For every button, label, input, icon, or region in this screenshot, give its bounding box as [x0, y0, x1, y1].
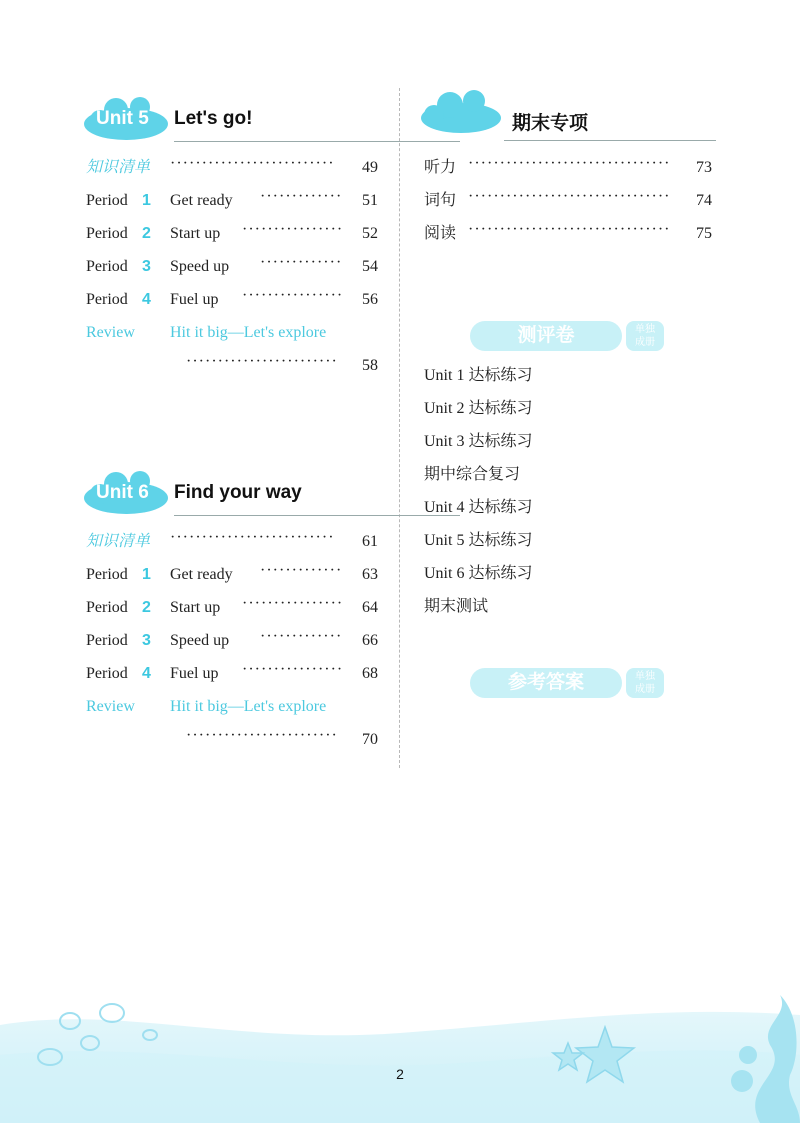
test-item-unit4[interactable]: Unit 4 达标练习: [424, 499, 533, 516]
toc-row-period-3[interactable]: [86, 255, 380, 279]
period-number: 1: [142, 566, 151, 583]
badge-line-2: 成册: [635, 337, 655, 348]
leader-dots: ··························: [170, 155, 335, 172]
leader-dots: ································: [468, 221, 671, 238]
unit5-title: Let's go!: [174, 108, 253, 129]
row-label: 阅读: [424, 225, 457, 242]
page-ref: 73: [696, 159, 712, 176]
badge-line-2: 成册: [635, 684, 655, 695]
page-ref: 64: [362, 599, 378, 616]
unit6-badge: Unit 6: [96, 482, 149, 503]
row-title: Get ready: [170, 566, 233, 583]
page-ref: 52: [362, 225, 378, 242]
leader-dots: ·············: [260, 628, 343, 645]
leader-dots: ························: [186, 353, 338, 370]
page-ref: 68: [362, 665, 378, 682]
test-item-final[interactable]: 期末测试: [424, 598, 489, 615]
row-label: Period: [86, 599, 128, 616]
row-label: Period: [86, 566, 128, 583]
unit6-header: [82, 470, 382, 516]
page-ref: 61: [362, 533, 378, 550]
page-ref: 58: [362, 357, 378, 374]
row-title: Start up: [170, 225, 221, 242]
badge-line-1: 单独: [635, 324, 655, 335]
row-label: 听力: [424, 159, 457, 176]
toc-row-listening[interactable]: [424, 156, 718, 180]
row-title: Fuel up: [170, 665, 219, 682]
page-ref: 56: [362, 291, 378, 308]
leader-dots: ································: [468, 188, 671, 205]
period-number: 2: [142, 599, 151, 616]
header-underline: [174, 515, 460, 516]
row-label: Period: [86, 291, 128, 308]
tests-title: 测评卷: [517, 325, 575, 346]
test-item-midterm[interactable]: 期中综合复习: [424, 466, 521, 483]
test-item-unit5[interactable]: Unit 5 达标练习: [424, 532, 533, 549]
leader-dots: ·············: [260, 188, 343, 205]
toc-row-reading[interactable]: [424, 222, 718, 246]
row-label: Review: [86, 698, 135, 715]
toc-row-knowledge[interactable]: [86, 530, 380, 554]
leader-dots: ················: [242, 287, 344, 304]
test-item-unit1[interactable]: Unit 1 达标练习: [424, 367, 533, 384]
page-ref: 63: [362, 566, 378, 583]
toc-row-period-2[interactable]: [86, 596, 380, 620]
row-label: 知识清单: [86, 159, 151, 176]
leader-dots: ················: [242, 661, 344, 678]
leader-dots: ·············: [260, 254, 343, 271]
badge-line-1: 单独: [635, 671, 655, 682]
test-item-unit6[interactable]: Unit 6 达标练习: [424, 565, 533, 582]
toc-row-review[interactable]: [86, 321, 380, 345]
row-label: Period: [86, 632, 128, 649]
separate-volume-badge: [626, 321, 664, 351]
page-ref: 70: [362, 731, 378, 748]
row-title: Fuel up: [170, 291, 219, 308]
row-label: Review: [86, 324, 135, 341]
toc-row-period-2[interactable]: [86, 222, 380, 246]
leader-dots: ································: [468, 155, 671, 172]
toc-row-review[interactable]: [86, 695, 380, 719]
toc-row-period-4[interactable]: [86, 662, 380, 686]
row-label: Period: [86, 665, 128, 682]
final-title: 期末专项: [512, 113, 589, 134]
column-divider: [399, 88, 400, 768]
unit5-badge: Unit 5: [96, 108, 149, 129]
row-title: Hit it big—Let's explore: [170, 324, 327, 341]
leader-dots: ················: [242, 595, 344, 612]
period-number: 4: [142, 291, 151, 308]
toc-row-review-page: [86, 354, 380, 378]
page-ref: 54: [362, 258, 378, 275]
leader-dots: ················: [242, 221, 344, 238]
toc-row-knowledge[interactable]: [86, 156, 380, 180]
page-ref: 49: [362, 159, 378, 176]
row-label: 词句: [424, 192, 457, 209]
row-label: Period: [86, 225, 128, 242]
header-underline: [504, 140, 716, 141]
toc-row-period-1[interactable]: [86, 563, 380, 587]
page-ref: 75: [696, 225, 712, 242]
unit5-header: [82, 96, 382, 142]
page-ref: 74: [696, 192, 712, 209]
page-number: 2: [396, 1066, 404, 1082]
unit6-title: Find your way: [174, 482, 302, 503]
toc-row-words[interactable]: [424, 189, 718, 213]
toc-row-period-4[interactable]: [86, 288, 380, 312]
period-number: 3: [142, 632, 151, 649]
page-ref: 66: [362, 632, 378, 649]
final-header: [420, 88, 720, 134]
leader-dots: ·············: [260, 562, 343, 579]
period-number: 3: [142, 258, 151, 275]
toc-row-period-3[interactable]: [86, 629, 380, 653]
row-title: Hit it big—Let's explore: [170, 698, 327, 715]
period-number: 2: [142, 225, 151, 242]
row-title: Speed up: [170, 258, 230, 275]
row-title: Speed up: [170, 632, 230, 649]
row-label: Period: [86, 192, 128, 209]
row-title: Get ready: [170, 192, 233, 209]
period-number: 4: [142, 665, 151, 682]
row-label: Period: [86, 258, 128, 275]
test-item-unit2[interactable]: Unit 2 达标练习: [424, 400, 533, 417]
cloud-icon: [420, 88, 502, 134]
test-item-unit3[interactable]: Unit 3 达标练习: [424, 433, 533, 450]
ocean-wave-decoration: [0, 985, 800, 1123]
toc-row-review-page: [86, 728, 380, 752]
leader-dots: ························: [186, 727, 338, 744]
answers-title: 参考答案: [507, 672, 584, 693]
toc-row-period-1[interactable]: [86, 189, 380, 213]
row-label: 知识清单: [86, 533, 151, 550]
leader-dots: ··························: [170, 529, 335, 546]
row-title: Start up: [170, 599, 221, 616]
header-underline: [174, 141, 460, 142]
page-ref: 51: [362, 192, 378, 209]
separate-volume-badge: [626, 668, 664, 698]
period-number: 1: [142, 192, 151, 209]
